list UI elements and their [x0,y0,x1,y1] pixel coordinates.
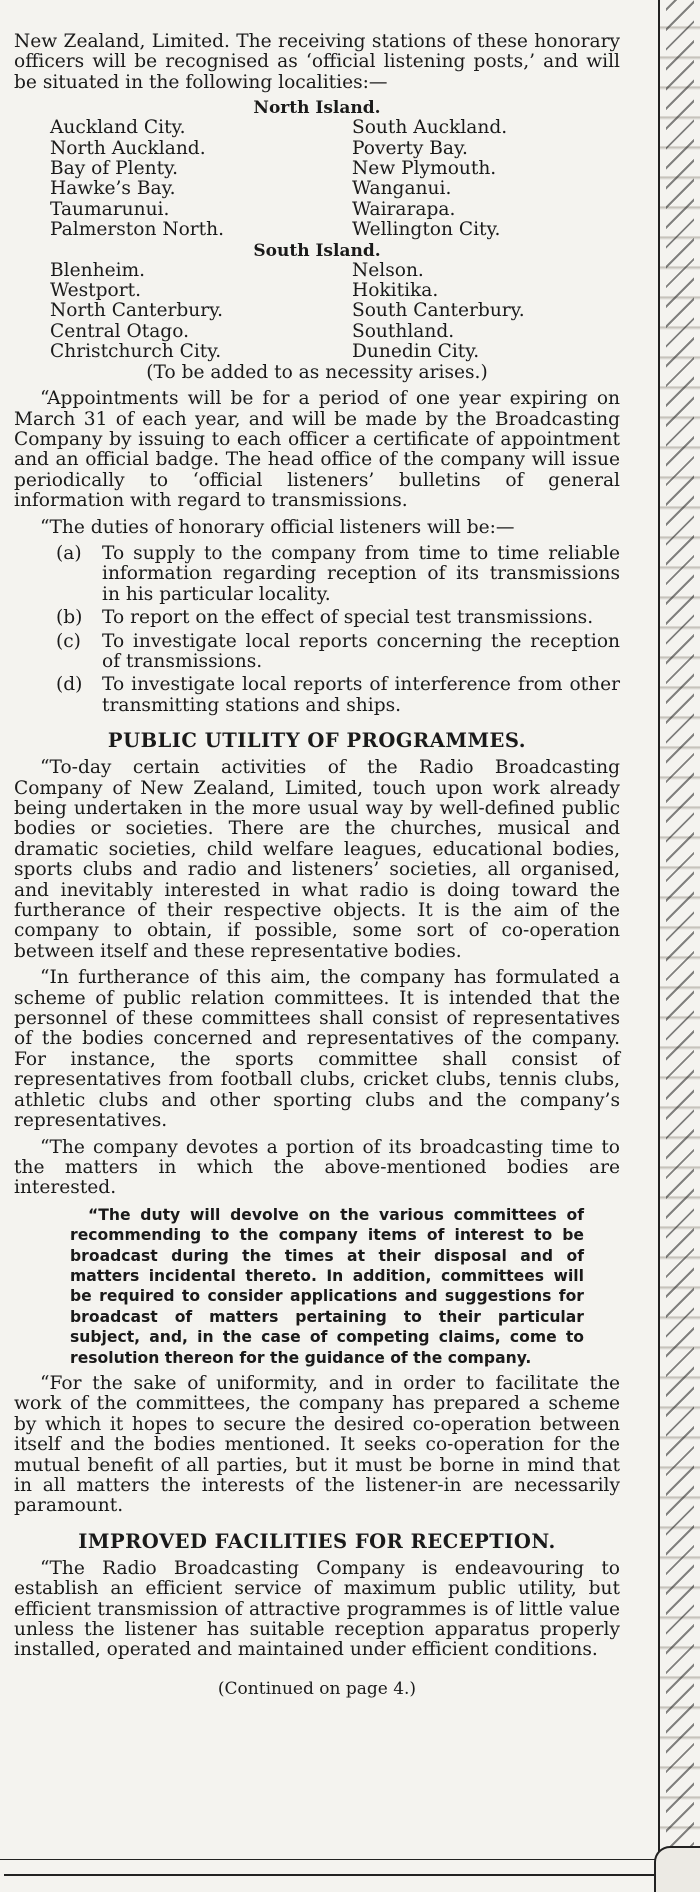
locality: Wanganui. [352,178,452,200]
list-marker: (a) [56,542,82,564]
locality: South Auckland. [352,117,508,139]
paragraph-devotes: “The company devotes a portion of its broadcasting time to the matters in which the above-mentioned bodies are interested. [14,1136,620,1199]
list-text: To investigate local reports concerning the reception of transmissions. [102,630,620,672]
locality: Bay of Plenty. [50,158,179,180]
appointments-paragraph: “Appointments will be for a period of one year expiring on March 31 of each year, and will be made by the Broadcasting Company by issuing to each officer a certificate of appointment and an official badge. The head office of the company will issue periodically to ‘official listeners’ bulletins of general information with regard to transmissions. [14,388,620,512]
locality: Auckland City. [50,117,186,139]
ornament-pattern [666,0,694,1850]
locality: Hokitika. [352,280,439,302]
locality: Christchurch City. [50,341,222,363]
block-quote-duty [70,1205,584,1368]
north-island-heading: North Island. [253,98,381,119]
locality: Hawke’s Bay. [50,178,176,200]
section-heading-public-utility: PUBLIC UTILITY OF PROGRAMMES. [107,729,527,753]
south-island-heading: South Island. [253,240,381,261]
locality: Blenheim. [50,259,146,281]
list-text: To report on the effect of special test transmissions. [102,607,594,629]
list-marker: (c) [56,630,81,652]
locality: Wellington City. [352,219,501,241]
locality: Westport. [50,280,141,302]
south-island-localities [50,261,620,363]
decorative-border-bottom [0,1859,660,1892]
locality: Dunedin City. [352,341,480,363]
list-text: To supply to the company from time to time reliable information regarding reception of its transmissions in his particular locality. [102,542,620,605]
quote-text: “The duty will devolve on the various committees of recommending to the company items of interest to be broadcast during the times at their disposal and of matters incidental thereto. In addition, committees will be required to consider applications and suggestions for broadcast of matters pertaining to their particular subject, and, in the case of competing claims, come to resolution thereon for the guidance of the company. [70,1205,584,1367]
locality: Wairarapa. [352,198,456,220]
list-item [14,544,620,605]
list-item [14,608,620,628]
rule-line [4,1874,656,1876]
locality: North Canterbury. [50,300,224,322]
locality: Nelson. [352,259,424,281]
north-island-localities [50,118,620,240]
ornament-corner-icon [654,1846,700,1892]
decorative-border-right [658,0,700,1892]
paragraph-facilities: “The Radio Broadcasting Company is endeavouring to establish an efficient service of maximum public utility, but efficient transmission of attractive programmes is of little value unless the listener has suitable reception apparatus properly installed, operated and maintained under efficient conditions. [14,1557,620,1661]
article-column [14,32,620,1699]
locality: New Plymouth. [352,158,497,180]
intro-paragraph: New Zealand, Limited. The receiving stations of these honorary officers will be recognised as ‘official listening posts,’ and will be situated in the following localities:— [14,31,620,93]
locality: Taumarunui. [50,198,170,220]
locality: South Canterbury. [352,300,525,322]
locality: Central Otago. [50,320,189,342]
list-marker: (d) [56,674,83,696]
locality: Southland. [352,320,455,342]
paragraph-furtherance: “In furtherance of this aim, the company has formulated a scheme of public relation committees. It is intended that the personnel of these committees shall consist of representatives of the bodies concerned and representatives of the company. For instance, the sports committee shall consist of representatives from football clubs, cricket clubs, tennis clubs, athletic clubs and other sporting clubs and the company’s representatives. [14,967,620,1132]
localities-note: (To be added to as necessity arises.) [146,361,488,383]
paragraph-uniformity: “For the sake of uniformity, and in order to facilitate the work of the committees, the company has prepared a scheme by which it hopes to secure the desired co-operation between itself and the bodies mentioned. It seeks co-operation for the mutual benefit of all parties, but it must be borne in mind that in all matters the interests of the listener-in are necessarily paramount. [14,1372,620,1517]
locality: Palmerston North. [50,219,225,241]
locality: North Auckland. [50,137,206,159]
duties-list [14,544,620,716]
duties-intro: “The duties of honorary official listeners will be:— [40,516,515,538]
continued-note: (Continued on page 4.) [217,1678,417,1699]
locality: Poverty Bay. [352,137,468,159]
list-text: To investigate local reports of interference from other transmitting stations and ships. [102,674,620,716]
list-marker: (b) [56,607,83,629]
paragraph-today: “To-day certain activities of the Radio Broadcasting Company of New Zealand, Limited, touch upon work already being undertaken in the more usual way by well-defined public bodies or societies. There are the churches, musical and dramatic societies, child welfare leagues, educational bodies, sports clubs and radio and listeners’ societies, all organised, and inevitably interested in what radio is doing toward the furtherance of their respective objects. It is the aim of the company to obtain, if possible, some sort of co-operation between itself and these representative bodies. [14,757,620,962]
list-item [14,632,620,673]
list-item [14,675,620,716]
section-heading-facilities: IMPROVED FACILITIES FOR RECEPTION. [78,1529,556,1553]
